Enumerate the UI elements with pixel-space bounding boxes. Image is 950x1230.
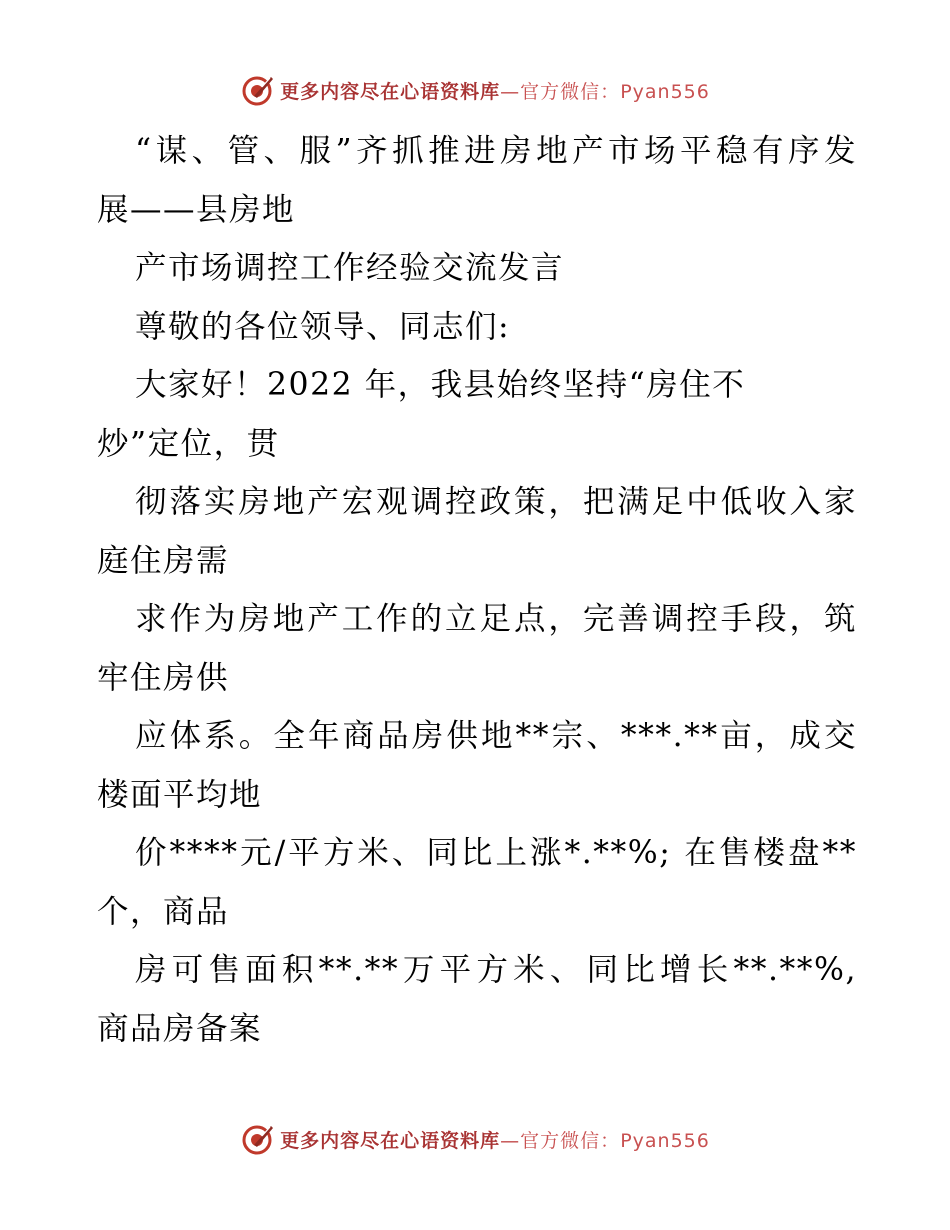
document-line: 房可售面积**.**万平方米、同比增长**.**%, [135,952,857,988]
footer-site-text: 更多内容尽在心语资料库 [280,1129,501,1152]
document-line: 炒”定位，贯 [97,425,280,462]
header-site-text: 更多内容尽在心语资料库 [280,80,501,103]
feather-logo-icon [240,1121,276,1157]
document-line: 楼面平均地 [97,776,263,813]
header-banner [0,70,950,110]
header-wechat-id: Pyan556 [620,80,710,103]
footer-wechat-label: 官方微信： [520,1129,621,1152]
header-dash: — [500,80,521,103]
document-line: 产市场调控工作经验交流发言 [135,250,565,286]
document-line: 求作为房地产工作的立足点，完善调控手段，筑 [135,601,857,637]
document-line: 商品房备案 [97,1010,263,1047]
footer-wechat-id: Pyan556 [620,1129,710,1152]
feather-logo-icon [240,72,276,108]
document-line: 展——县房地 [97,191,296,228]
document-line: 大家好！2022 年，我县始终坚持“房住不 [135,367,746,403]
document-line: 牢住房供 [97,659,230,696]
document-line: 价****元/平方米、同比上涨*.**%; 在售楼盘** [135,835,857,871]
header-banner-text [280,77,710,104]
document-line: 个，商品 [97,893,230,930]
document-body [97,122,857,1058]
footer-dash: — [500,1129,521,1152]
footer-banner [0,1119,950,1159]
document-line: 应体系。全年商品房供地**宗、***.**亩，成交 [135,718,857,754]
document-line: “谋、管、服”齐抓推进房地产市场平稳有序发 [135,133,857,169]
document-line: 彻落实房地产宏观调控政策，把满足中低收入家 [135,484,857,520]
document-line: 庭住房需 [97,542,230,579]
footer-banner-text [280,1126,710,1153]
header-wechat-label: 官方微信： [520,80,621,103]
document-line: 尊敬的各位领导、同志们: [135,308,511,345]
